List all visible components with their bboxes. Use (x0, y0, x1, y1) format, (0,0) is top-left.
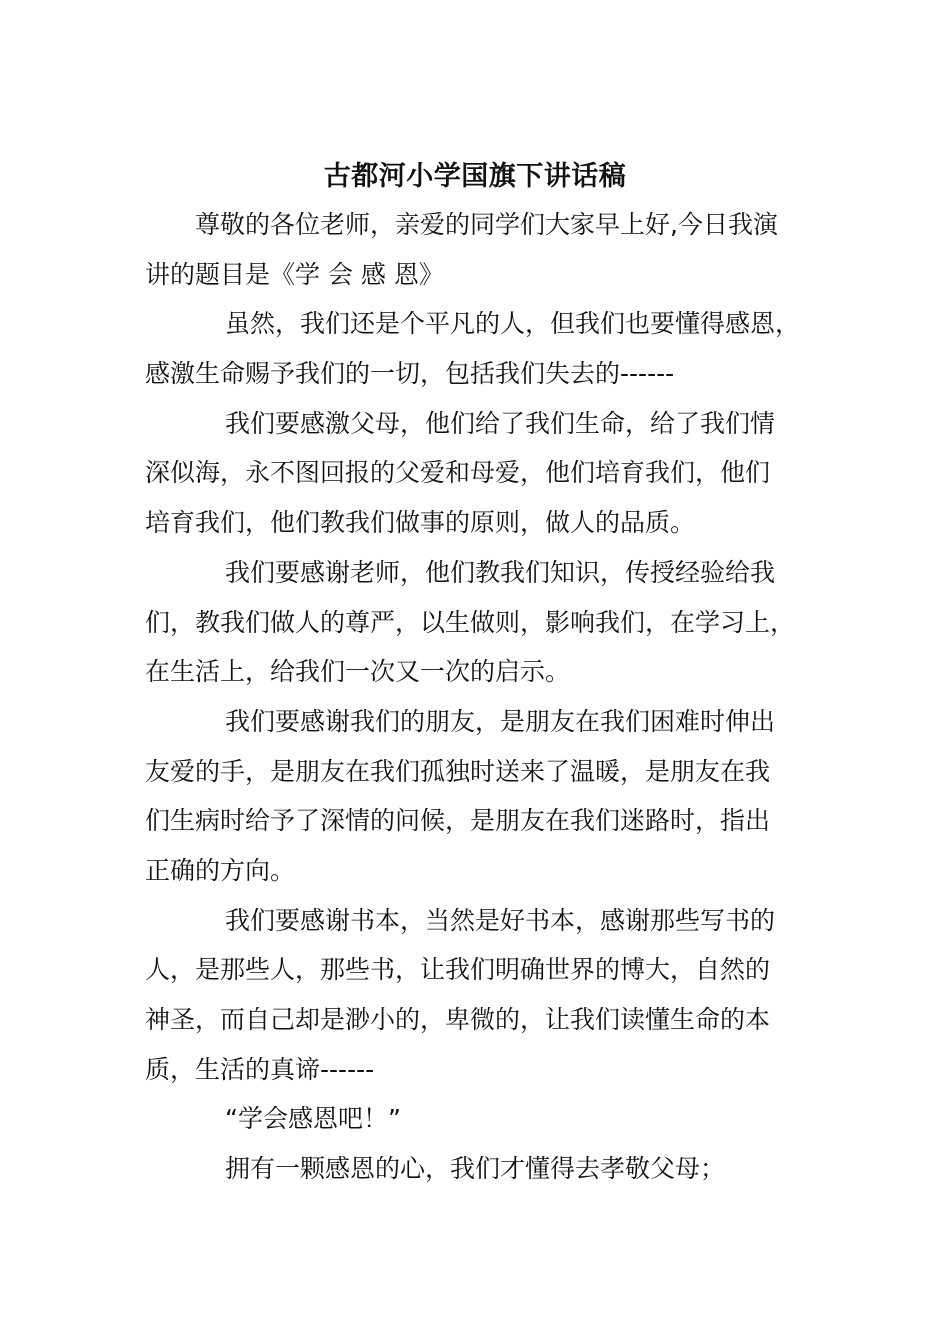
text-line: 感激生命赐予我们的一切，包括我们失去的------ (145, 359, 675, 389)
text-line: 我们要感谢老师，他们教我们知识，传授经验给我 (225, 557, 776, 587)
text-line: 我们要感激父母，他们给了我们生命，给了我们情 (225, 408, 776, 438)
text-line: 们，教我们做人的尊严，以生做则，影响我们，在学习上， (145, 607, 796, 637)
text-line: 质，生活的真谛------ (145, 1054, 375, 1084)
text-line: 讲的题目是《学 会 感 恩》 (145, 259, 444, 289)
text-line: 培育我们，他们教我们做事的原则，做人的品质。 (145, 508, 696, 538)
text-line: 神圣，而自己却是渺小的，卑微的，让我们读懂生命的本 (145, 1005, 771, 1034)
text-line: 在生活上，给我们一次又一次的启示。 (145, 657, 571, 687)
text-line: 虽然，我们还是个平凡的人，但我们也要懂得感恩， (225, 309, 801, 339)
text-line: 我们要感谢书本，当然是好书本，感谢那些写书的 (225, 905, 776, 935)
text-line: “学会感恩吧！” (225, 1104, 401, 1134)
text-line: 我们要感谢我们的朋友，是朋友在我们困难时伸出 (225, 706, 776, 736)
text-line: 尊敬的各位老师，亲爱的同学们大家早上好,今日我演 (195, 210, 778, 239)
text-line: 们生病时给予了深情的问候，是朋友在我们迷路时，指出 (145, 806, 771, 836)
text-line: 正确的方向。 (145, 855, 296, 885)
speech-body (145, 200, 805, 1194)
text-line: 拥有一颗感恩的心，我们才懂得去孝敬父母； (225, 1154, 726, 1184)
text-line: 深似海，永不图回报的父爱和母爱，他们培育我们，他们 (145, 458, 771, 488)
text-line: 人，是那些人，那些书，让我们明确世界的博大，自然的 (145, 955, 771, 985)
text-line: 友爱的手，是朋友在我们孤独时送来了温暖，是朋友在我 (145, 756, 771, 786)
page-title: 古都河小学国旗下讲话稿 (323, 161, 627, 192)
